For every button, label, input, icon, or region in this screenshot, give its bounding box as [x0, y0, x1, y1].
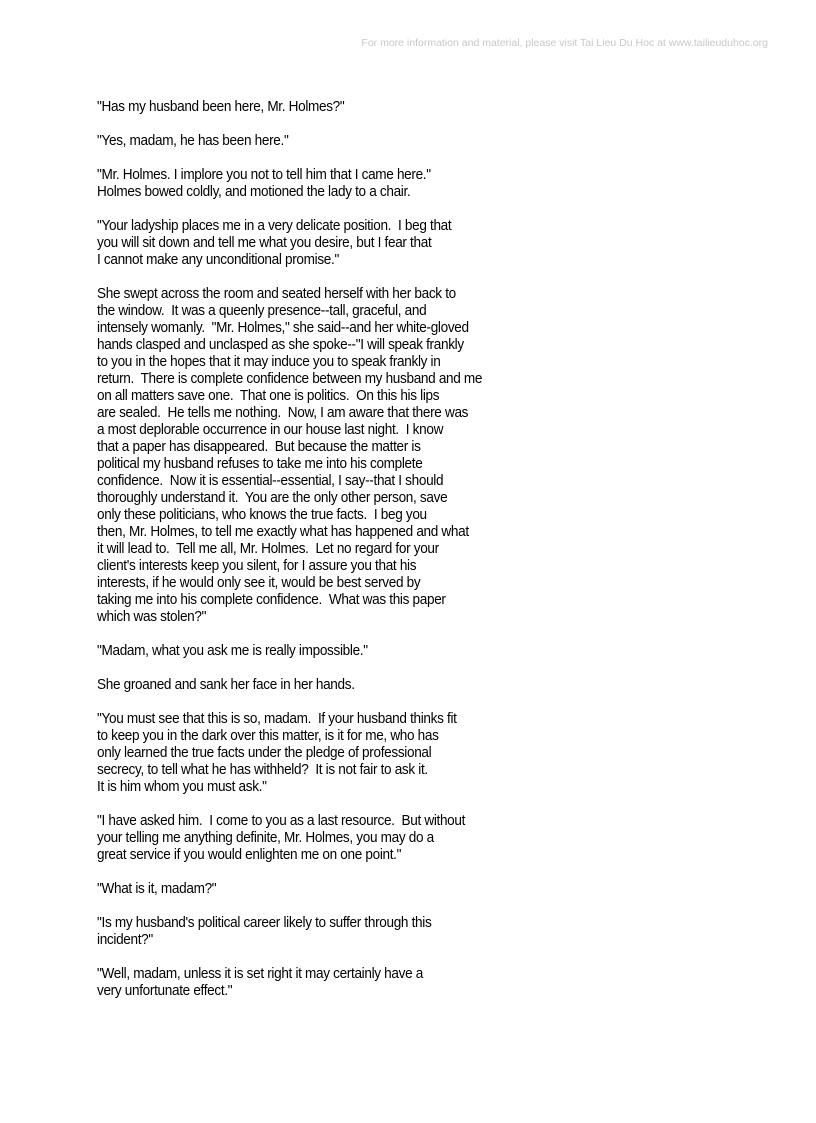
text-line: She groaned and sank her face in her hands. [97, 677, 355, 693]
text-line: I cannot make any unconditional promise." [97, 252, 339, 268]
paragraph [97, 99, 739, 116]
text-line: thoroughly understand it. You are the only other person, save [97, 490, 448, 506]
text-line: "Is my husband's political career likely to suffer through this [97, 915, 432, 931]
text-line: "Madam, what you ask me is really impossible." [97, 643, 368, 659]
text-line: "Your ladyship places me in a very delicate position. I beg that [97, 218, 452, 234]
paragraph [97, 711, 739, 796]
text-line: return. There is complete confidence between my husband and me [97, 371, 483, 387]
text-line: She swept across the room and seated herself with her back to [97, 286, 456, 302]
text-line: to you in the hopes that it may induce you to speak frankly in [97, 354, 441, 370]
text-line: "Yes, madam, he has been here." [97, 133, 289, 149]
document-body [97, 99, 739, 1017]
text-line: taking me into his complete confidence. What was this paper [97, 592, 446, 608]
paragraph [97, 218, 739, 269]
text-line: then, Mr. Holmes, to tell me exactly what has happened and what [97, 524, 469, 540]
paragraph [97, 881, 739, 898]
text-line: "You must see that this is so, madam. If your husband thinks fit [97, 711, 457, 727]
text-line: "What is it, madam?" [97, 881, 217, 897]
text-line: that a paper has disappeared. But because the matter is [97, 439, 421, 455]
text-line: client's interests keep you silent, for I assure you that his [97, 558, 417, 574]
text-line: only these politicians, who knows the true facts. I beg you [97, 507, 427, 523]
text-line: very unfortunate effect." [97, 983, 233, 999]
paragraph [97, 133, 739, 150]
text-line: "Mr. Holmes. I implore you not to tell him that I came here." [97, 167, 431, 183]
paragraph [97, 966, 739, 1000]
text-line: your telling me anything definite, Mr. Holmes, you may do a [97, 830, 434, 846]
paragraph [97, 286, 739, 626]
text-line: on all matters save one. That one is politics. On this his lips [97, 388, 440, 404]
text-line: hands clasped and unclasped as she spoke--"I will speak frankly [97, 337, 464, 353]
text-line: It is him whom you must ask." [97, 779, 267, 795]
text-line: interests, if he would only see it, would be best served by [97, 575, 421, 591]
text-line: great service if you would enlighten me on one point." [97, 847, 402, 863]
text-line: "I have asked him. I come to you as a last resource. But without [97, 813, 466, 829]
text-line: which was stolen?" [97, 609, 207, 625]
text-line: intensely womanly. "Mr. Holmes," she said--and her white-gloved [97, 320, 469, 336]
text-line: a most deplorable occurrence in our house last night. I know [97, 422, 444, 438]
text-line: political my husband refuses to take me into his complete [97, 456, 423, 472]
text-line: Holmes bowed coldly, and motioned the lady to a chair. [97, 184, 411, 200]
text-line: "Has my husband been here, Mr. Holmes?" [97, 99, 345, 115]
text-line: incident?" [97, 932, 153, 948]
text-line: secrecy, to tell what he has withheld? It is not fair to ask it. [97, 762, 428, 778]
text-line: confidence. Now it is essential--essential, I say--that I should [97, 473, 444, 489]
text-line: you will sit down and tell me what you desire, but I fear that [97, 235, 432, 251]
text-line: only learned the true facts under the pledge of professional [97, 745, 432, 761]
paragraph [97, 677, 739, 694]
text-line: are sealed. He tells me nothing. Now, I am aware that there was [97, 405, 469, 421]
text-line: to keep you in the dark over this matter, is it for me, who has [97, 728, 439, 744]
text-line: it will lead to. Tell me all, Mr. Holmes. Let no regard for your [97, 541, 439, 557]
paragraph [97, 167, 739, 201]
text-line: "Well, madam, unless it is set right it may certainly have a [97, 966, 423, 982]
paragraph [97, 643, 739, 660]
paragraph [97, 813, 739, 864]
text-line: the window. It was a queenly presence--tall, graceful, and [97, 303, 427, 319]
paragraph [97, 915, 739, 949]
header-note: For more information and material, please visit Tai Lieu Du Hoc at www.tailieuduhoc.org [361, 37, 768, 49]
